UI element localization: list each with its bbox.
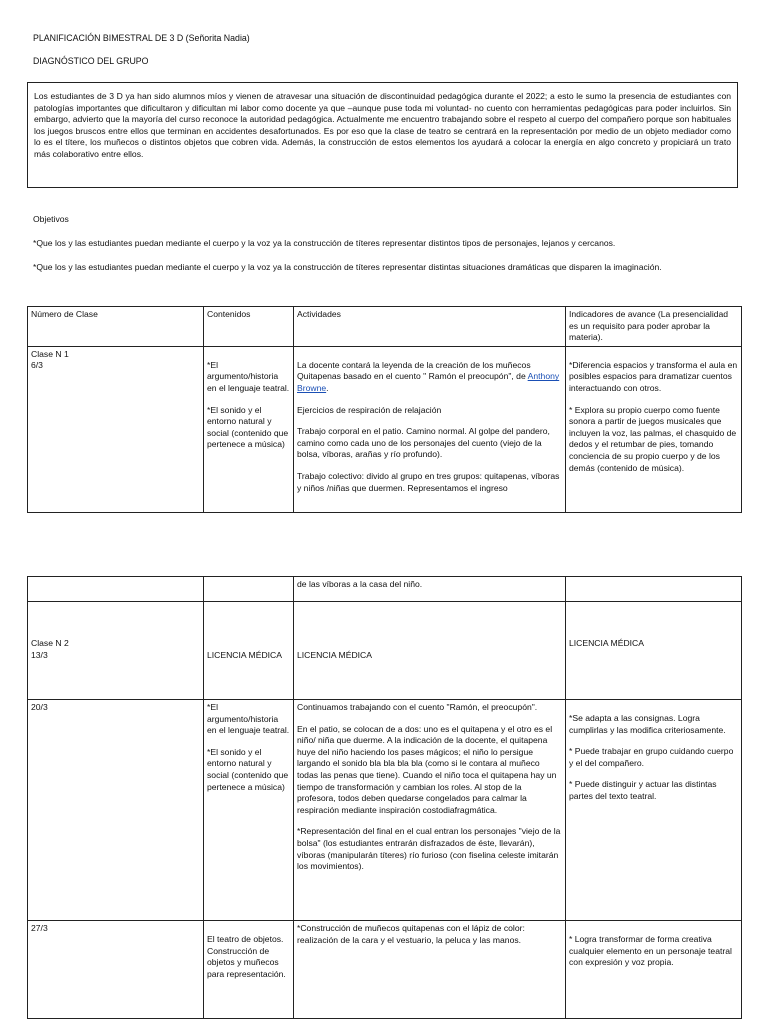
- actividad-text: .: [326, 382, 329, 393]
- table-row: [28, 921, 742, 1019]
- indicador-item: * Explora su propio cuerpo como fuente sonora a partir de juegos musicales que incluyen la voz, las palmas, el chasquido de dedos y el retumbar de pies, tomando conciencia de su propio cuerpo y de los demás (contenido de música).: [569, 404, 737, 473]
- cell-contenidos: [204, 346, 294, 512]
- indicador-item: * Puede distinguir y actuar las distintas partes del texto teatral.: [569, 779, 717, 801]
- clase-date: 13/3: [31, 649, 48, 660]
- cell-actividades: [294, 602, 566, 700]
- cell-contenidos: [204, 602, 294, 700]
- table-row: [28, 346, 742, 512]
- diagnostico-box: [27, 82, 738, 188]
- cell-clase: [28, 346, 204, 512]
- actividad-item: Continuamos trabajando con el cuento "Ramón, el preocupón".: [297, 702, 538, 712]
- diagnostico-text: Los estudiantes de 3 D ya han sido alumnos míos y vienen de atravesar una situación de discontinuidad pedagógica durante el 2022; a esto le sumo la presencia de estudiantes con patologías importantes que dificultaron y dificultan mi labor como docente ya que –aunque puse toda mi voluntad- no cuento con herramientas pedagógicas para poder incluirlos. Sin embargo, advierto que la mayoría del curso reconoce la autoridad pedagógica. Actualmente me encuentro trabajando sobre el respeto al cuerpo del compañero porque son habituales los juegos bruscos entre ellos que terminan en accidentes desafortunados. Es por eso que la clase de teatro se centrará en la representación por medio de un objeto mediador como lo es el títere, los muñecos o distintos objetos que cobren vida. Además, la construcción de estos elementos los ayudará a colocar la energía en algo concreto y propiciará un trato más colaborativo entre ellos.: [34, 91, 731, 159]
- indicador-item: * Logra transformar de forma creativa cualquier elemento en un personaje teatral con expresión y voz propia.: [569, 934, 732, 968]
- objetivo-item: *Que los y las estudiantes puedan mediante el cuerpo y la voz ya la construcción de títeres representar distintas situaciones dramáticas que disparen la imaginación.: [33, 262, 662, 272]
- cell-actividades: [294, 921, 566, 1019]
- clase-name: Clase N 1: [31, 348, 69, 359]
- cell-contenidos: [204, 921, 294, 1019]
- table-row: [28, 602, 742, 700]
- cell-indicadores: [566, 346, 742, 512]
- anthony-browne-link[interactable]: Anthony Browne: [297, 371, 560, 393]
- document-title: PLANIFICACIÓN BIMESTRAL DE 3 D (Señorita Nadia): [33, 33, 250, 43]
- cell-contenidos: [204, 700, 294, 921]
- contenido-item: *El sonido y el entorno natural y social (contenido que pertenece a música): [207, 404, 289, 450]
- planning-table-page2: [27, 576, 742, 1019]
- cell-clase: [28, 577, 204, 602]
- cell-indicadores: [566, 577, 742, 602]
- actividad-item: Ejercicios de respiración de relajación: [297, 404, 442, 415]
- header-actividades: Actividades: [294, 307, 566, 347]
- licencia-text: LICENCIA MÉDICA: [569, 638, 644, 648]
- actividad-text: La docente contará la leyenda de la creación de los muñecos Quitapenas basado en el cuento " Ramón el preocupón", de: [297, 359, 531, 382]
- cell-indicadores: [566, 921, 742, 1019]
- cell-actividades: [294, 346, 566, 512]
- contenido-item: El teatro de objetos. Construcción de objetos y muñecos para representación.: [207, 934, 286, 979]
- objetivos-heading: Objetivos: [33, 214, 69, 224]
- indicador-item: *Diferencia espacios y transforma el aula en posibles espacios para dramatizar cuentos interactuando con otros.: [569, 359, 738, 393]
- clase-name: Clase N 2: [31, 638, 69, 648]
- clase-date: 6/3: [31, 360, 43, 371]
- actividad-item: [297, 360, 562, 395]
- header-contenidos: Contenidos: [204, 307, 294, 347]
- actividad-item: *Construcción de muñecos quitapenas con el lápiz de color: realización de la cara y el vestuario, la peluca y las manos.: [297, 923, 525, 945]
- planning-table-page1: [27, 306, 742, 513]
- actividad-item: Trabajo corporal en el patio. Camino normal. Al golpe del pandero, camino como cada uno de los personajes del cuento (viejo de la bolsa, víboras, arañas y río profundo).: [297, 426, 550, 460]
- header-clase: Número de Clase: [28, 307, 204, 347]
- cell-clase: [28, 921, 204, 1019]
- cell-actividades: [294, 700, 566, 921]
- table-row: [28, 577, 742, 602]
- table-row: [28, 700, 742, 921]
- contenido-item: *El argumento/historia en el lenguaje teatral.: [207, 359, 290, 393]
- objetivo-item: *Que los y las estudiantes puedan mediante el cuerpo y la voz ya la construcción de títeres representar distintos tipos de personajes, lejanos y cercanos.: [33, 238, 616, 248]
- licencia-text: LICENCIA MÉDICA: [207, 650, 282, 660]
- header-indicadores: Indicadores de avance (La presencialidad es un requisito para poder aprobar la materia).: [566, 307, 742, 347]
- clase-date: 20/3: [31, 702, 48, 712]
- cell-indicadores: [566, 700, 742, 921]
- indicador-item: * Puede trabajar en grupo cuidando cuerpo y el del compañero.: [569, 746, 734, 768]
- section-heading-diagnostico: DIAGNÓSTICO DEL GRUPO: [33, 56, 149, 66]
- cell-indicadores: [566, 602, 742, 700]
- actividad-item: *Representación del final en el cual entran los personajes "viejo de la bolsa" (los estudiantes entrarán disfrazados de éste, llevarán), víboras (manipularán títeres) río furioso (con fiselina celeste imitarán los movimientos).: [297, 826, 561, 872]
- indicador-item: *Se adapta a las consignas. Logra cumplirlas y las modifica criteriosamente.: [569, 713, 726, 735]
- actividad-item: Trabajo colectivo: divido al grupo en tres grupos: quitapenas, víboras y niños /niñas que duermen. Representamos el ingreso: [297, 470, 560, 493]
- actividad-item: En el patio, se colocan de a dos: uno es el quitapena y el otro es el niño/ niña que duerme. A la indicación de la docente, el quitapena huye del niño haciendo los pases mágicos; el niño lo persigue largando el sonido bla bla bla bla (como si le contara al muñeco todas las penas que tiene). Cuando el niño toca el quitapena hay un tiempo de transformación y cambian los roles. Al stop de la profesora, todos deben quedarse congelados para calmar la respiración mediante inspiración costodiafragmática.: [297, 723, 557, 815]
- licencia-text: LICENCIA MÉDICA: [297, 650, 372, 660]
- cell-clase: [28, 602, 204, 700]
- cell-clase: [28, 700, 204, 921]
- contenido-item: *El sonido y el entorno natural y social (contenido que pertenece a música): [207, 746, 289, 792]
- cell-contenidos: [204, 577, 294, 602]
- contenido-item: *El argumento/historia en el lenguaje teatral.: [207, 702, 290, 736]
- cell-actividades: de las víboras a la casa del niño.: [294, 577, 566, 602]
- clase-date: 27/3: [31, 923, 48, 933]
- table-header-row: [28, 307, 742, 347]
